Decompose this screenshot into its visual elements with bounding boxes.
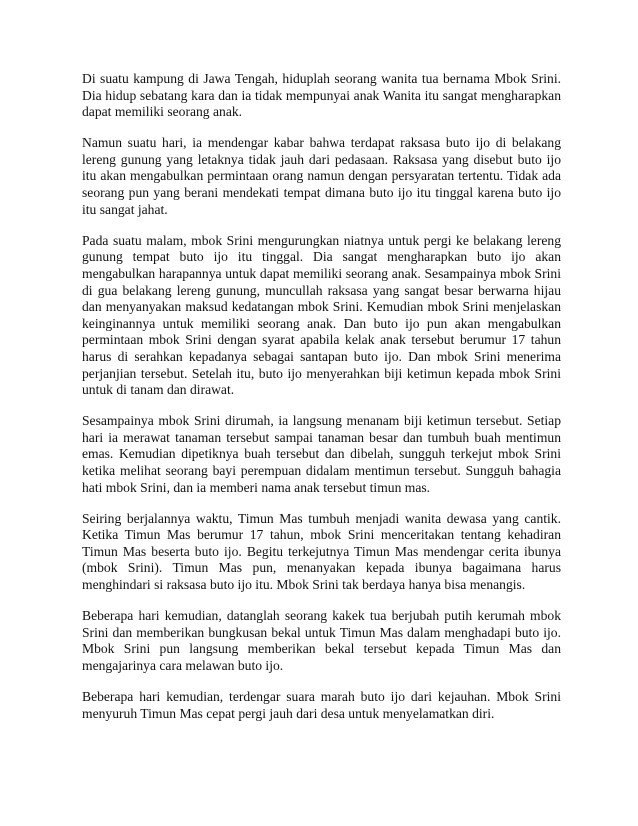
paragraph-7: Beberapa hari kemudian, terdengar suara marah buto ijo dari kejauhan. Mbok Srini menyuruh Timun Mas cepat pergi jauh dari desa untuk menyelamatkan diri. — [82, 689, 561, 721]
paragraph-4: Sesampainya mbok Srini dirumah, ia langsung menanam biji ketimun tersebut. Setiap hari ia merawat tanaman tersebut sampai tanaman besar dan tumbuh buah mentimun emas. Kemudian dipetiknya buah tersebut dan dibelah, sungguh terkejut mbok Srini ketika melihat seorang bayi perempuan didalam mentimun tersebut. Sungguh bahagia hati mbok Srini, dan ia memberi nama anak tersebut timun mas. — [82, 413, 561, 495]
paragraph-3: Pada suatu malam, mbok Srini mengurungkan niatnya untuk pergi ke belakang lereng gunung tempat buto ijo itu tinggal. Dia sangat mengharapkan buto ijo akan mengabulkan harapannya untuk dapat memiliki seorang anak. Sesampainya mbok Srini di gua belakang lereng gunung, muncullah raksasa yang sangat besar berwarna hijau dan menyanyakan maksud kedatangan mbok Srini. Kemudian mbok Srini menjelaskan keinginannya untuk memiliki seorang anak. Dan buto ijo pun akan mengabulkan permintaan mbok Srini dengan syarat apabila kelak anak tersebut berumur 17 tahun harus di serahkan kepadanya sebagai santapan buto ijo. Dan mbok Srini menerima perjanjian tersebut. Setelah itu, buto ijo menyerahkan biji ketimun kepada mbok Srini untuk di tanam dan dirawat. — [82, 232, 561, 398]
paragraph-5: Seiring berjalannya waktu, Timun Mas tumbuh menjadi wanita dewasa yang cantik. Ketika Timun Mas berumur 17 tahun, mbok Srini menceritakan tentang kehadiran Timun Mas beserta buto ijo. Begitu terkejutnya Timun Mas mendengar cerita ibunya (mbok Srini). Timun Mas pun, menanyakan kepada ibunya bagaimana harus menghindari si raksasa buto ijo itu. Mbok Srini tak berdaya hanya bisa menangis. — [82, 510, 561, 593]
document-body — [82, 71, 561, 737]
paragraph-1: Di suatu kampung di Jawa Tengah, hiduplah seorang wanita tua bernama Mbok Srini. Dia hidup sebatang kara dan ia tidak mempunyai anak Wanita itu sangat mengharapkan dapat memiliki seorang anak. — [82, 71, 561, 120]
paragraph-2: Namun suatu hari, ia mendengar kabar bahwa terdapat raksasa buto ijo di belakang lereng gunung yang letaknya tidak jauh dari pedasaan. Raksasa yang disebut buto ijo itu akan mengabulkan permintaan orang namun dengan persyaratan tertentu. Tidak ada seorang pun yang berani mendekati tempat dimana buto ijo itu tinggal karena buto ijo itu sangat jahat. — [82, 135, 561, 217]
paragraph-6: Beberapa hari kemudian, datanglah seorang kakek tua berjubah putih kerumah mbok Srini dan memberikan bungkusan bekal untuk Timun Mas dalam menghadapi buto ijo. Mbok Srini pun langsung memberikan bekal tersebut kepada Timun Mas dan mengajarinya cara melawan buto ijo. — [82, 608, 561, 673]
